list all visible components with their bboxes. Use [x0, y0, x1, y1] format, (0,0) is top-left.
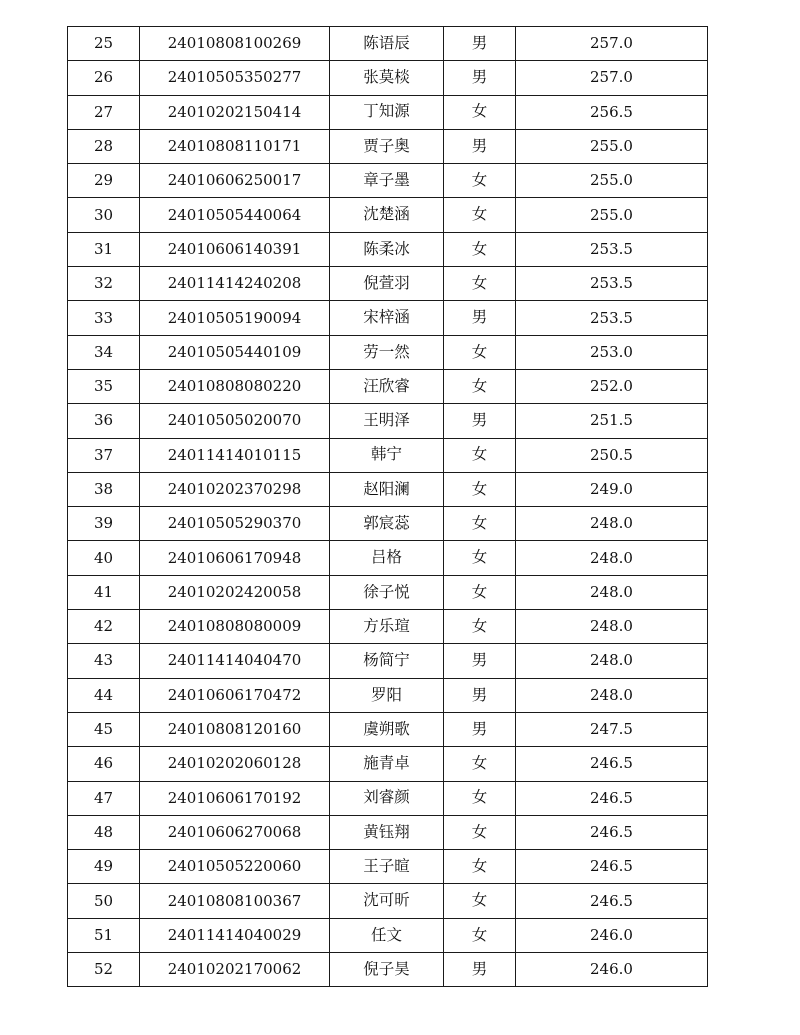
gender-cell: 男 [444, 678, 516, 712]
id-cell: 24010505020070 [140, 404, 330, 438]
rank-cell: 34 [68, 335, 140, 369]
rank-cell: 50 [68, 884, 140, 918]
id-cell: 24011414040029 [140, 918, 330, 952]
table-row [68, 644, 708, 678]
table-row [68, 369, 708, 403]
name-cell: 贾子奥 [330, 129, 444, 163]
score-cell: 255.0 [516, 198, 708, 232]
score-cell: 250.5 [516, 438, 708, 472]
rank-cell: 31 [68, 232, 140, 266]
rank-cell: 38 [68, 472, 140, 506]
name-cell: 章子墨 [330, 164, 444, 198]
score-cell: 248.0 [516, 678, 708, 712]
table-row [68, 850, 708, 884]
gender-cell: 男 [444, 129, 516, 163]
id-cell: 24011414040470 [140, 644, 330, 678]
table-row [68, 198, 708, 232]
id-cell: 24010505440109 [140, 335, 330, 369]
table-row [68, 918, 708, 952]
score-cell: 246.0 [516, 953, 708, 987]
id-cell: 24010505190094 [140, 301, 330, 335]
gender-cell: 女 [444, 781, 516, 815]
table-row [68, 712, 708, 746]
rank-cell: 46 [68, 747, 140, 781]
table-row [68, 164, 708, 198]
rank-cell: 26 [68, 61, 140, 95]
score-cell: 251.5 [516, 404, 708, 438]
name-cell: 丁知源 [330, 95, 444, 129]
table-row [68, 678, 708, 712]
gender-cell: 女 [444, 164, 516, 198]
id-cell: 24010808120160 [140, 712, 330, 746]
name-cell: 徐子悦 [330, 575, 444, 609]
gender-cell: 男 [444, 61, 516, 95]
table-row [68, 747, 708, 781]
rank-cell: 45 [68, 712, 140, 746]
rank-cell: 47 [68, 781, 140, 815]
table-row [68, 884, 708, 918]
name-cell: 汪欣睿 [330, 369, 444, 403]
rank-cell: 28 [68, 129, 140, 163]
id-cell: 24010505290370 [140, 507, 330, 541]
rank-cell: 43 [68, 644, 140, 678]
table-row [68, 27, 708, 61]
gender-cell: 女 [444, 610, 516, 644]
name-cell: 陈语辰 [330, 27, 444, 61]
table-row [68, 610, 708, 644]
gender-cell: 男 [444, 301, 516, 335]
score-cell: 248.0 [516, 575, 708, 609]
name-cell: 虞朔歌 [330, 712, 444, 746]
name-cell: 吕格 [330, 541, 444, 575]
rank-cell: 37 [68, 438, 140, 472]
score-cell: 255.0 [516, 129, 708, 163]
name-cell: 刘睿颜 [330, 781, 444, 815]
table-body [68, 27, 708, 987]
score-cell: 249.0 [516, 472, 708, 506]
score-cell: 253.5 [516, 301, 708, 335]
score-cell: 255.0 [516, 164, 708, 198]
rank-cell: 39 [68, 507, 140, 541]
score-cell: 253.5 [516, 232, 708, 266]
name-cell: 王明泽 [330, 404, 444, 438]
gender-cell: 女 [444, 198, 516, 232]
table-row [68, 575, 708, 609]
id-cell: 24011414010115 [140, 438, 330, 472]
gender-cell: 女 [444, 884, 516, 918]
gender-cell: 男 [444, 404, 516, 438]
rank-cell: 25 [68, 27, 140, 61]
name-cell: 韩宁 [330, 438, 444, 472]
gender-cell: 女 [444, 232, 516, 266]
id-cell: 24010505350277 [140, 61, 330, 95]
rank-cell: 30 [68, 198, 140, 232]
rank-cell: 36 [68, 404, 140, 438]
gender-cell: 女 [444, 369, 516, 403]
score-cell: 248.0 [516, 610, 708, 644]
id-cell: 24010808110171 [140, 129, 330, 163]
table-row [68, 815, 708, 849]
table-row [68, 507, 708, 541]
gender-cell: 女 [444, 438, 516, 472]
score-cell: 257.0 [516, 27, 708, 61]
score-cell: 253.0 [516, 335, 708, 369]
name-cell: 张莫棪 [330, 61, 444, 95]
score-cell: 248.0 [516, 507, 708, 541]
id-cell: 24010505220060 [140, 850, 330, 884]
gender-cell: 女 [444, 472, 516, 506]
gender-cell: 男 [444, 27, 516, 61]
name-cell: 倪萱羽 [330, 267, 444, 301]
name-cell: 陈柔冰 [330, 232, 444, 266]
table-row [68, 335, 708, 369]
table-row [68, 781, 708, 815]
rank-cell: 32 [68, 267, 140, 301]
id-cell: 24010202420058 [140, 575, 330, 609]
rank-cell: 29 [68, 164, 140, 198]
name-cell: 王子暄 [330, 850, 444, 884]
rank-cell: 40 [68, 541, 140, 575]
gender-cell: 女 [444, 815, 516, 849]
name-cell: 杨简宁 [330, 644, 444, 678]
gender-cell: 女 [444, 507, 516, 541]
rank-cell: 49 [68, 850, 140, 884]
score-cell: 246.0 [516, 918, 708, 952]
id-cell: 24010808100269 [140, 27, 330, 61]
gender-cell: 女 [444, 850, 516, 884]
id-cell: 24010202370298 [140, 472, 330, 506]
id-cell: 24010202060128 [140, 747, 330, 781]
rank-cell: 27 [68, 95, 140, 129]
id-cell: 24010505440064 [140, 198, 330, 232]
score-cell: 246.5 [516, 747, 708, 781]
table-row [68, 301, 708, 335]
rank-cell: 41 [68, 575, 140, 609]
score-table [67, 26, 708, 987]
name-cell: 沈可昕 [330, 884, 444, 918]
table-row [68, 404, 708, 438]
id-cell: 24010808080220 [140, 369, 330, 403]
table-row [68, 438, 708, 472]
id-cell: 24010606170472 [140, 678, 330, 712]
gender-cell: 女 [444, 335, 516, 369]
table-row [68, 95, 708, 129]
rank-cell: 51 [68, 918, 140, 952]
gender-cell: 男 [444, 712, 516, 746]
rank-cell: 35 [68, 369, 140, 403]
score-cell: 247.5 [516, 712, 708, 746]
name-cell: 任文 [330, 918, 444, 952]
id-cell: 24010202170062 [140, 953, 330, 987]
gender-cell: 女 [444, 575, 516, 609]
score-cell: 257.0 [516, 61, 708, 95]
id-cell: 24010606270068 [140, 815, 330, 849]
score-cell: 248.0 [516, 541, 708, 575]
gender-cell: 女 [444, 95, 516, 129]
table-row [68, 267, 708, 301]
rank-cell: 44 [68, 678, 140, 712]
gender-cell: 女 [444, 541, 516, 575]
rank-cell: 42 [68, 610, 140, 644]
score-cell: 253.5 [516, 267, 708, 301]
rank-cell: 33 [68, 301, 140, 335]
name-cell: 赵阳澜 [330, 472, 444, 506]
name-cell: 罗阳 [330, 678, 444, 712]
id-cell: 24010202150414 [140, 95, 330, 129]
table-row [68, 472, 708, 506]
gender-cell: 男 [444, 644, 516, 678]
name-cell: 沈楚涵 [330, 198, 444, 232]
rank-cell: 48 [68, 815, 140, 849]
table-row [68, 953, 708, 987]
name-cell: 施青卓 [330, 747, 444, 781]
table-row [68, 232, 708, 266]
score-cell: 246.5 [516, 781, 708, 815]
id-cell: 24010606250017 [140, 164, 330, 198]
table-row [68, 129, 708, 163]
rank-cell: 52 [68, 953, 140, 987]
name-cell: 劳一然 [330, 335, 444, 369]
id-cell: 24010808100367 [140, 884, 330, 918]
score-cell: 246.5 [516, 850, 708, 884]
name-cell: 方乐瑄 [330, 610, 444, 644]
id-cell: 24010606170192 [140, 781, 330, 815]
name-cell: 宋梓涵 [330, 301, 444, 335]
id-cell: 24010606170948 [140, 541, 330, 575]
id-cell: 24011414240208 [140, 267, 330, 301]
name-cell: 黄钰翔 [330, 815, 444, 849]
id-cell: 24010808080009 [140, 610, 330, 644]
table-row [68, 61, 708, 95]
name-cell: 倪子昊 [330, 953, 444, 987]
name-cell: 郭宸蕊 [330, 507, 444, 541]
gender-cell: 男 [444, 953, 516, 987]
score-cell: 252.0 [516, 369, 708, 403]
score-cell: 246.5 [516, 815, 708, 849]
score-cell: 248.0 [516, 644, 708, 678]
table-row [68, 541, 708, 575]
gender-cell: 女 [444, 267, 516, 301]
id-cell: 24010606140391 [140, 232, 330, 266]
score-cell: 246.5 [516, 884, 708, 918]
gender-cell: 女 [444, 747, 516, 781]
score-cell: 256.5 [516, 95, 708, 129]
gender-cell: 女 [444, 918, 516, 952]
